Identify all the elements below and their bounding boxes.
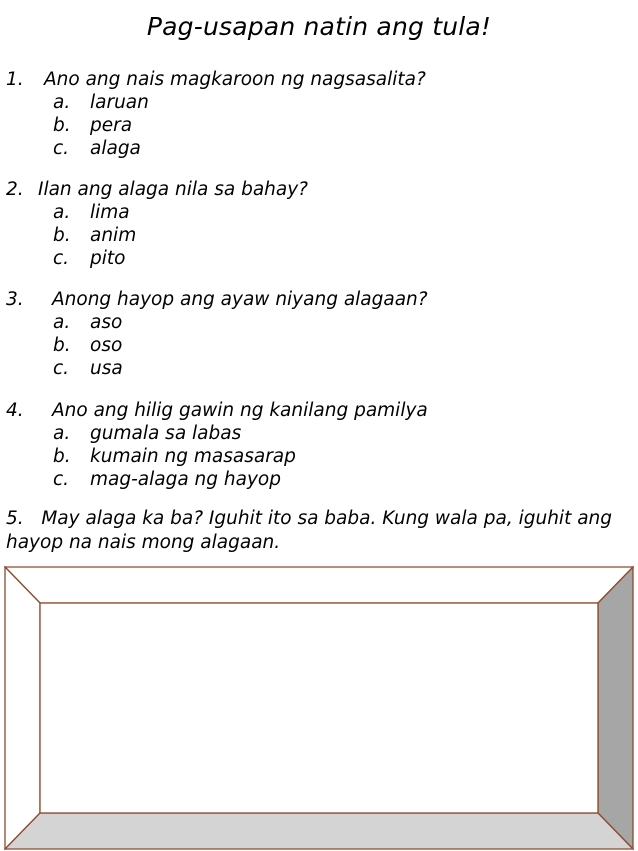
question-text: Ano ang hilig gawin ng kanilang pamilya — [52, 400, 428, 421]
choice-letter: b. — [53, 335, 71, 356]
choice-letter: c. — [53, 469, 70, 490]
question-number: 3. — [6, 289, 24, 310]
question-2 — [6, 178, 626, 270]
choice-item — [53, 311, 626, 334]
frame-inner-panel — [40, 603, 598, 813]
choice-letter: b. — [53, 225, 71, 246]
question-text: Anong hayop ang ayaw niyang alagaan? — [52, 289, 428, 310]
question-text: Ilan ang alaga nila sa bahay? — [38, 179, 308, 200]
choice-text: gumala sa labas — [90, 423, 242, 444]
choice-text: mag-alaga ng hayop — [90, 469, 281, 490]
frame-bevel-bottom — [5, 813, 633, 849]
choice-item — [53, 114, 626, 137]
question-number: 1. — [6, 69, 24, 90]
choice-text: lima — [90, 202, 130, 223]
choice-item — [53, 357, 626, 380]
drawing-area[interactable] — [4, 566, 634, 850]
choice-text: anim — [90, 225, 137, 246]
frame-bevel-left — [5, 567, 40, 849]
choice-letter: b. — [53, 446, 71, 467]
choice-item — [53, 137, 626, 160]
choice-letter: a. — [53, 202, 71, 223]
choice-letter: a. — [53, 423, 71, 444]
choice-text: laruan — [90, 92, 149, 113]
question-number: 4. — [6, 400, 24, 421]
choice-item — [53, 201, 626, 224]
choice-item — [53, 468, 626, 491]
choice-text: usa — [90, 358, 123, 379]
choice-item — [53, 91, 626, 114]
choice-item — [53, 445, 626, 468]
choice-item — [53, 247, 626, 270]
choice-letter: c. — [53, 358, 70, 379]
choice-letter: c. — [53, 138, 70, 159]
choice-item — [53, 334, 626, 357]
question-text: Ano ang nais magkaroon ng nagsasalita? — [44, 69, 426, 90]
choice-text: aso — [90, 312, 123, 333]
choice-text: kumain ng masasarap — [90, 446, 296, 467]
frame-bevel-top — [5, 567, 633, 603]
choice-text: pito — [90, 248, 126, 269]
choice-letter: a. — [53, 92, 71, 113]
choice-item — [53, 422, 626, 445]
question-text: May alaga ka ba? Iguhit ito sa baba. Kung wala pa, iguhit ang hayop na nais mong alagaan. — [6, 508, 613, 553]
frame-bevel-right — [598, 567, 633, 849]
choice-text: oso — [90, 335, 123, 356]
question-3 — [6, 288, 626, 380]
choice-letter: a. — [53, 312, 71, 333]
question-1 — [6, 68, 626, 160]
choice-item — [53, 224, 626, 247]
choice-letter: c. — [53, 248, 70, 269]
question-number: 2. — [6, 179, 24, 200]
page-title: Pag-usapan natin ang tula! — [146, 12, 492, 41]
choice-letter: b. — [53, 115, 71, 136]
question-5 — [6, 507, 632, 555]
question-4 — [6, 399, 626, 491]
question-number: 5. — [6, 508, 24, 529]
choice-text: alaga — [90, 138, 141, 159]
choice-text: pera — [90, 115, 133, 136]
